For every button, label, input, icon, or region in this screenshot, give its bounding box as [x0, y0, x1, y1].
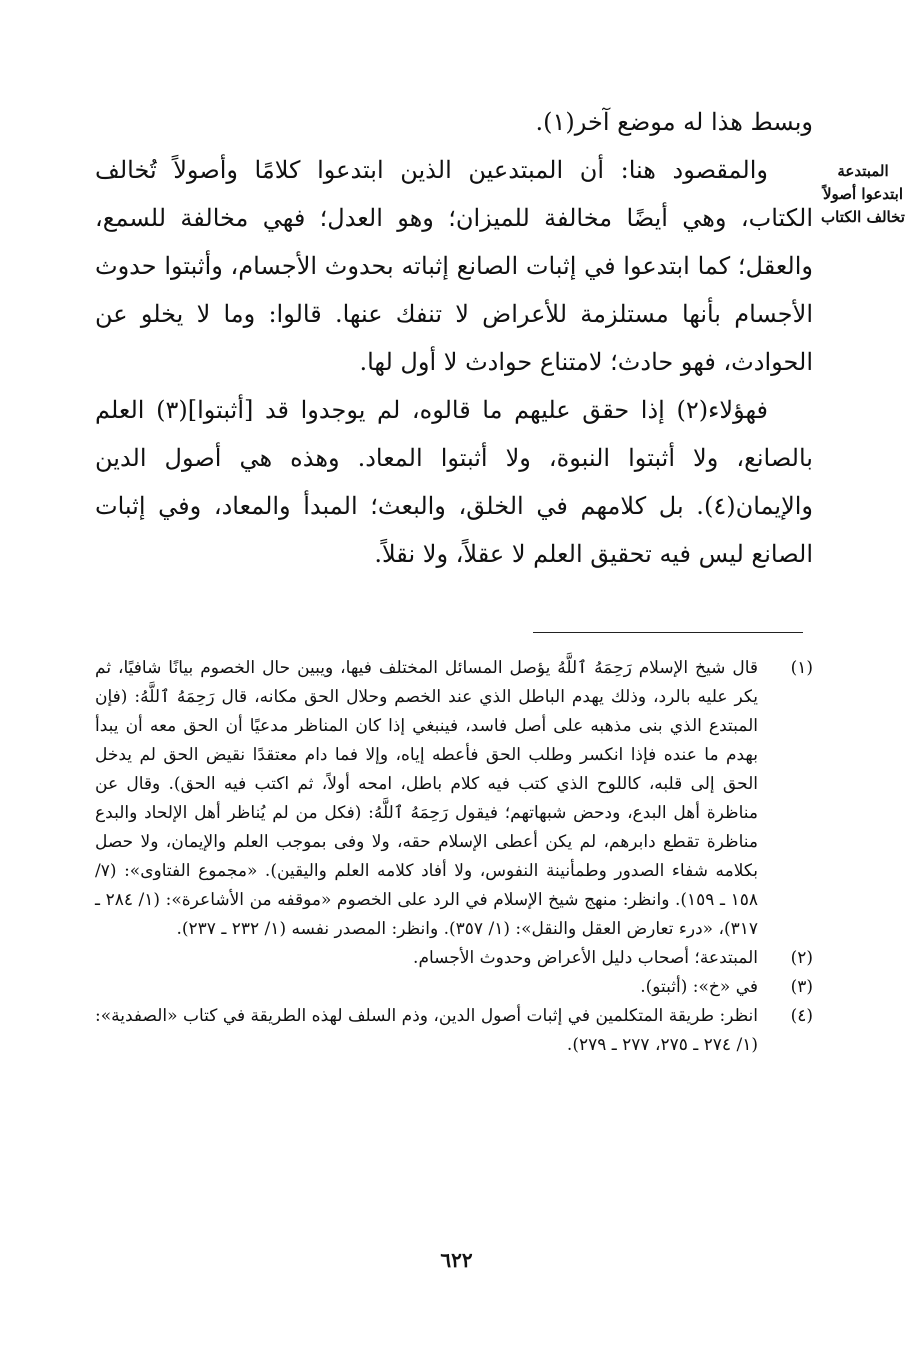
paragraph-text: العلم بالصانع، ولا أثبتوا النبوة، ولا أثبتوا المعاد. وهذه هي أصول الدين والإيمان — [95, 396, 814, 520]
footnote-number: (٢) — [790, 948, 813, 968]
footnote-text: قال شيخ الإسلام رَحِمَهُ ٱللَّهُ يؤصل المسائل المختلف فيها، ويبين حال الخصوم بيانًا شافيًا، ثم يكر عليه بالرد، وذلك يهدم الباطل الذي عند الخصم وحلال الحق مكانه، قال رَحِمَهُ ٱللَّهُ: (فإن المبتدع الذي بنى مذهبه على أصل فاسد، فينبغي إذا كان المناظر مدعيًا أن الحق معه أن يبدأ بهدم ما عنده فإذا انكسر وطلب الحق فأعطه إياه، وإلا فما دام معتقدًا نقيض الحق لم يدخل الحق إلى قلبه، كاللوح الذي كتب فيه كلام باطل، امحه أولاً، ثم اكتب فيه الحق). وقال عن مناظرة أهل البدع، ودحض شبهاتهم؛ فيقول رَحِمَهُ ٱللَّهُ: (فكل من لم يُناظر أهل الإلحاد والبدع مناظرة تقطع دابرهم، لم يكن أعطى الإسلام حقه، ولا وفى بموجب العلم والإيمان، ولا حصل بكلامه شفاء الصدور وطمأنينة النفوس، ولا أفاد كلامه العلم واليقين). «مجموع الفتاوى»: (٧/ ١٥٨ ـ ١٥٩). وانظر: منهج شيخ الإسلام في الرد على الخصوم «موقفه من الأشاعرة»: (١/ ٢٨٤ ـ ٣١٧)، «درء تعارض العقل والنقل»: (١/ ٣٥٧). وانظر: المصدر نفسه (١/ ٢٣٢ ـ ٢٣٧). — [95, 658, 758, 939]
footnote-text: في «خ»: (أثبتو). — [640, 977, 758, 997]
paragraph-text: وبسط هذا له موضع آخر — [574, 108, 813, 136]
footnote-ref: (٣) — [156, 396, 188, 424]
footnote-divider — [533, 632, 803, 633]
footnote — [95, 654, 813, 944]
paragraph-text: إذا حقق عليهم ما قالوه، لم يوجدوا قد [أثبتوا] — [187, 396, 665, 424]
main-text — [95, 98, 813, 578]
paragraph-text: فهؤلاء — [708, 396, 768, 424]
footnote — [95, 944, 813, 973]
paragraph-text: . بل كلامهم في الخلق، والبعث؛ المبدأ والمعاد، وفي إثبات الصانع ليس فيه تحقيق العلم لا عقلاً، ولا نقلاً. — [95, 492, 813, 568]
paragraph: والمقصود هنا: أن المبتدعين الذين ابتدعوا كلامًا وأصولاً تُخالف الكتاب، وهي أيضًا مخالفة للميزان؛ وهو العدل؛ فهي مخالفة للسمع، والعقل؛ كما ابتدعوا في إثبات الصانع إثباته بحدوث الأجسام، وأثبتوا حدوث الأجسام بأنها مستلزمة للأعراض لا تنفك عنها. قالوا: وما لا يخلو عن الحوادث، فهو حادث؛ لامتناع حوادث لا أول لها. — [95, 156, 813, 376]
paragraph — [95, 98, 813, 146]
footnote-ref: (٤) — [703, 492, 736, 520]
footnote-text: المبتدعة؛ أصحاب دليل الأعراض وحدوث الأجسام. — [413, 948, 758, 968]
page-number: ٦٢٢ — [440, 1248, 473, 1272]
footnotes — [95, 654, 813, 1060]
footnote-number: (٤) — [790, 1006, 813, 1026]
footnote — [95, 1002, 813, 1060]
footnote-number: (٣) — [790, 977, 813, 997]
sentence-end: . — [535, 108, 544, 136]
footnote-ref: (٢) — [676, 396, 709, 424]
footnote-number: (١) — [790, 658, 813, 678]
paragraph — [95, 386, 813, 578]
footnote-text: انظر: طريقة المتكلمين في إثبات أصول الدين، وذم السلف لهذه الطريقة في كتاب «الصفدية»: (١/ ٢٧٤ ـ ٢٧٥، ٢٧٧ ـ ٢٧٩). — [95, 1006, 758, 1055]
footnote-ref: (١) — [543, 108, 575, 136]
footnote — [95, 973, 813, 1002]
margin-heading: المبتدعة ابتدعوا أصولاً تخالف الكتاب — [821, 162, 905, 226]
